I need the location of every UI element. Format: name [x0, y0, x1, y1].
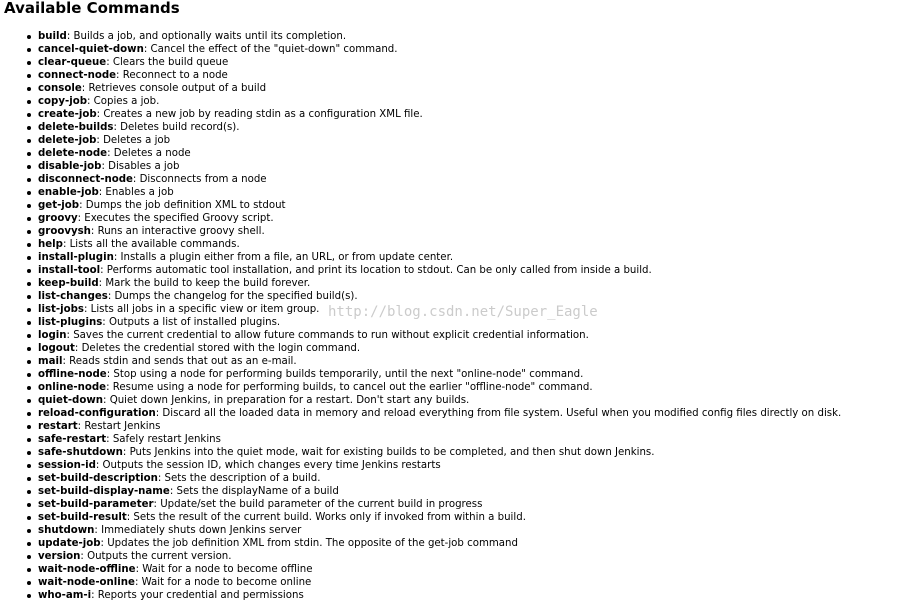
- list-item: build: Builds a job, and optionally waits until its completion.: [0, 30, 841, 43]
- command-description: Creates a new job by reading stdin as a configuration XML file.: [103, 109, 423, 120]
- command-name: create-job: [38, 109, 97, 120]
- bullet-icon: [27, 230, 31, 234]
- command-list: [0, 30, 841, 602]
- command-name: list-jobs: [38, 304, 84, 315]
- list-item: logout: Deletes the credential stored with the login command.: [0, 342, 841, 355]
- command-description: Clears the build queue: [112, 57, 229, 68]
- command-name: install-tool: [38, 265, 101, 276]
- command-description: Safely restart Jenkins: [112, 434, 221, 445]
- bullet-icon: [27, 152, 31, 156]
- command-name: set-build-result: [38, 512, 127, 523]
- command-description: Disables a job: [108, 161, 180, 172]
- bullet-icon: [27, 399, 31, 403]
- list-item: delete-builds: Deletes build record(s).: [0, 121, 841, 134]
- list-item: groovy: Executes the specified Groovy script.: [0, 212, 841, 225]
- command-description: Restart Jenkins: [84, 421, 161, 432]
- command-name: version: [38, 551, 81, 562]
- bullet-icon: [27, 555, 31, 559]
- command-name: list-changes: [38, 291, 108, 302]
- command-description: Quiet down Jenkins, in preparation for a restart. Don't start any builds.: [109, 395, 470, 406]
- command-description: Executes the specified Groovy script.: [84, 213, 274, 224]
- list-item: session-id: Outputs the session ID, which changes every time Jenkins restarts: [0, 459, 841, 472]
- list-item: safe-restart: Safely restart Jenkins: [0, 433, 841, 446]
- bullet-icon: [27, 386, 31, 390]
- command-name: delete-node: [38, 148, 108, 159]
- command-description: Performs automatic tool installation, and print its location to stdout. Can be only called from inside a build.: [106, 265, 652, 276]
- command-name: build: [38, 31, 67, 42]
- command-description: Sets the result of the current build. Works only if invoked from within a build.: [133, 512, 526, 523]
- list-item: console: Retrieves console output of a build: [0, 82, 841, 95]
- command-description: Sets the displayName of a build: [176, 486, 339, 497]
- bullet-icon: [27, 360, 31, 364]
- command-description: Stop using a node for performing builds temporarily, until the next "online-node" command.: [113, 369, 584, 380]
- command-name: disconnect-node: [38, 174, 133, 185]
- command-description: Cancel the effect of the "quiet-down" command.: [150, 44, 398, 55]
- list-item: groovysh: Runs an interactive groovy shell.: [0, 225, 841, 238]
- command-name: list-plugins: [38, 317, 103, 328]
- list-item: login: Saves the current credential to allow future commands to run without explicit credential information.: [0, 329, 841, 342]
- command-description: Dumps the job definition XML to stdout: [85, 200, 286, 211]
- command-name: delete-job: [38, 135, 97, 146]
- bullet-icon: [27, 165, 31, 169]
- command-name: set-build-parameter: [38, 499, 154, 510]
- command-name: help: [38, 239, 63, 250]
- command-name: enable-job: [38, 187, 99, 198]
- command-name: who-am-i: [38, 590, 92, 601]
- list-item: set-build-result: Sets the result of the current build. Works only if invoked from within a build.: [0, 511, 841, 524]
- command-name: mail: [38, 356, 63, 367]
- command-name: safe-restart: [38, 434, 107, 445]
- list-item: connect-node: Reconnect to a node: [0, 69, 841, 82]
- list-item: wait-node-offline: Wait for a node to become offline: [0, 563, 841, 576]
- command-name: cancel-quiet-down: [38, 44, 144, 55]
- list-item: safe-shutdown: Puts Jenkins into the quiet mode, wait for existing builds to be completed, and then shut down Jenkins.: [0, 446, 841, 459]
- command-description: Lists all jobs in a specific view or item group.: [90, 304, 320, 315]
- command-name: logout: [38, 343, 75, 354]
- bullet-icon: [27, 542, 31, 546]
- command-name: online-node: [38, 382, 107, 393]
- list-item: mail: Reads stdin and sends that out as an e-mail.: [0, 355, 841, 368]
- bullet-icon: [27, 503, 31, 507]
- command-description: Wait for a node to become offline: [142, 564, 313, 575]
- bullet-icon: [27, 490, 31, 494]
- command-name: restart: [38, 421, 78, 432]
- bullet-icon: [27, 529, 31, 533]
- command-description: Puts Jenkins into the quiet mode, wait for existing builds to be completed, and then shut down Jenkins.: [129, 447, 655, 458]
- list-item: set-build-display-name: Sets the displayName of a build: [0, 485, 841, 498]
- bullet-icon: [27, 425, 31, 429]
- command-name: offline-node: [38, 369, 107, 380]
- bullet-icon: [27, 568, 31, 572]
- list-item: reload-configuration: Discard all the loaded data in memory and reload everything from file system. Useful when you modified config files directly on disk.: [0, 407, 841, 420]
- command-description: Wait for a node to become online: [141, 577, 312, 588]
- command-description: Update/set the build parameter of the current build in progress: [160, 499, 483, 510]
- command-name: groovysh: [38, 226, 91, 237]
- command-description: Deletes a node: [113, 148, 191, 159]
- bullet-icon: [27, 61, 31, 65]
- list-item: enable-job: Enables a job: [0, 186, 841, 199]
- list-item: delete-node: Deletes a node: [0, 147, 841, 160]
- command-description: Deletes a job: [103, 135, 171, 146]
- list-item: get-job: Dumps the job definition XML to stdout: [0, 199, 841, 212]
- list-item: install-tool: Performs automatic tool installation, and print its location to stdout. Can be only called from inside a build.: [0, 264, 841, 277]
- list-item: cancel-quiet-down: Cancel the effect of the "quiet-down" command.: [0, 43, 841, 56]
- command-name: quiet-down: [38, 395, 104, 406]
- bullet-icon: [27, 308, 31, 312]
- bullet-icon: [27, 87, 31, 91]
- list-item: disconnect-node: Disconnects from a node: [0, 173, 841, 186]
- list-item: set-build-description: Sets the description of a build.: [0, 472, 841, 485]
- command-name: groovy: [38, 213, 78, 224]
- bullet-icon: [27, 35, 31, 39]
- bullet-icon: [27, 74, 31, 78]
- bullet-icon: [27, 204, 31, 208]
- command-description: Deletes build record(s).: [120, 122, 240, 133]
- command-description: Immediately shuts down Jenkins server: [101, 525, 302, 536]
- command-name: safe-shutdown: [38, 447, 123, 458]
- command-name: update-job: [38, 538, 101, 549]
- command-description: Outputs the current version.: [87, 551, 232, 562]
- list-item: shutdown: Immediately shuts down Jenkins server: [0, 524, 841, 537]
- command-name: shutdown: [38, 525, 95, 536]
- bullet-icon: [27, 217, 31, 221]
- list-item: offline-node: Stop using a node for performing builds temporarily, until the next "online-node" command.: [0, 368, 841, 381]
- bullet-icon: [27, 581, 31, 585]
- command-name: console: [38, 83, 82, 94]
- command-name: wait-node-offline: [38, 564, 136, 575]
- bullet-icon: [27, 282, 31, 286]
- bullet-icon: [27, 191, 31, 195]
- list-item: list-jobs: Lists all jobs in a specific view or item group.: [0, 303, 841, 316]
- bullet-icon: [27, 100, 31, 104]
- list-item: copy-job: Copies a job.: [0, 95, 841, 108]
- list-item: install-plugin: Installs a plugin either from a file, an URL, or from update center.: [0, 251, 841, 264]
- bullet-icon: [27, 438, 31, 442]
- command-name: login: [38, 330, 67, 341]
- bullet-icon: [27, 334, 31, 338]
- list-item: update-job: Updates the job definition XML from stdin. The opposite of the get-job command: [0, 537, 841, 550]
- command-name: install-plugin: [38, 252, 114, 263]
- command-description: Reads stdin and sends that out as an e-mail.: [69, 356, 297, 367]
- command-description: Sets the description of a build.: [164, 473, 321, 484]
- list-item: restart: Restart Jenkins: [0, 420, 841, 433]
- list-item: help: Lists all the available commands.: [0, 238, 841, 251]
- command-name: connect-node: [38, 70, 117, 81]
- bullet-icon: [27, 477, 31, 481]
- bullet-icon: [27, 269, 31, 273]
- command-name: reload-configuration: [38, 408, 156, 419]
- bullet-icon: [27, 594, 31, 598]
- page-title: Available Commands: [4, 0, 180, 17]
- command-name: clear-queue: [38, 57, 107, 68]
- command-description: Enables a job: [105, 187, 174, 198]
- command-name: session-id: [38, 460, 96, 471]
- bullet-icon: [27, 178, 31, 182]
- command-name: set-build-description: [38, 473, 158, 484]
- list-item: clear-queue: Clears the build queue: [0, 56, 841, 69]
- watermark: http://blog.csdn.net/Super_Eagle: [328, 304, 598, 320]
- bullet-icon: [27, 321, 31, 325]
- list-item: keep-build: Mark the build to keep the build forever.: [0, 277, 841, 290]
- command-description: Saves the current credential to allow future commands to run without explicit credential information.: [73, 330, 589, 341]
- list-item: delete-job: Deletes a job: [0, 134, 841, 147]
- list-item: version: Outputs the current version.: [0, 550, 841, 563]
- command-description: Mark the build to keep the build forever.: [105, 278, 311, 289]
- command-name: disable-job: [38, 161, 102, 172]
- command-description: Reconnect to a node: [122, 70, 228, 81]
- command-description: Resume using a node for performing builds, to cancel out the earlier "offline-node" command.: [112, 382, 593, 393]
- command-description: Deletes the credential stored with the login command.: [81, 343, 361, 354]
- bullet-icon: [27, 139, 31, 143]
- bullet-icon: [27, 373, 31, 377]
- command-description: Discard all the loaded data in memory and reload everything from file system. Useful when you modified config files directly on disk.: [162, 408, 842, 419]
- command-name: copy-job: [38, 96, 87, 107]
- command-name: get-job: [38, 200, 80, 211]
- command-description: Installs a plugin either from a file, an URL, or from update center.: [120, 252, 454, 263]
- bullet-icon: [27, 464, 31, 468]
- command-description: Retrieves console output of a build: [88, 83, 267, 94]
- bullet-icon: [27, 48, 31, 52]
- bullet-icon: [27, 256, 31, 260]
- command-name: keep-build: [38, 278, 99, 289]
- bullet-icon: [27, 113, 31, 117]
- command-description: Runs an interactive groovy shell.: [97, 226, 265, 237]
- command-description: Dumps the changelog for the specified build(s).: [114, 291, 358, 302]
- command-description: Builds a job, and optionally waits until its completion.: [73, 31, 347, 42]
- command-description: Disconnects from a node: [139, 174, 267, 185]
- command-description: Outputs the session ID, which changes every time Jenkins restarts: [102, 460, 441, 471]
- list-item: quiet-down: Quiet down Jenkins, in preparation for a restart. Don't start any builds.: [0, 394, 841, 407]
- command-name: delete-builds: [38, 122, 114, 133]
- bullet-icon: [27, 295, 31, 299]
- command-description: Reports your credential and permissions: [97, 590, 304, 601]
- bullet-icon: [27, 451, 31, 455]
- command-description: Outputs a list of installed plugins.: [108, 317, 281, 328]
- bullet-icon: [27, 243, 31, 247]
- list-item: create-job: Creates a new job by reading stdin as a configuration XML file.: [0, 108, 841, 121]
- command-name: set-build-display-name: [38, 486, 170, 497]
- list-item: list-plugins: Outputs a list of installed plugins.: [0, 316, 841, 329]
- list-item: online-node: Resume using a node for performing builds, to cancel out the earlier "offline-node" command.: [0, 381, 841, 394]
- bullet-icon: [27, 412, 31, 416]
- command-description: Lists all the available commands.: [69, 239, 240, 250]
- list-item: who-am-i: Reports your credential and permissions: [0, 589, 841, 602]
- list-item: set-build-parameter: Update/set the build parameter of the current build in progress: [0, 498, 841, 511]
- command-name: wait-node-online: [38, 577, 135, 588]
- bullet-icon: [27, 347, 31, 351]
- list-item: disable-job: Disables a job: [0, 160, 841, 173]
- bullet-icon: [27, 516, 31, 520]
- bullet-icon: [27, 126, 31, 130]
- list-item: list-changes: Dumps the changelog for the specified build(s).: [0, 290, 841, 303]
- list-item: wait-node-online: Wait for a node to become online: [0, 576, 841, 589]
- command-description: Updates the job definition XML from stdin. The opposite of the get-job command: [107, 538, 518, 549]
- command-description: Copies a job.: [93, 96, 160, 107]
